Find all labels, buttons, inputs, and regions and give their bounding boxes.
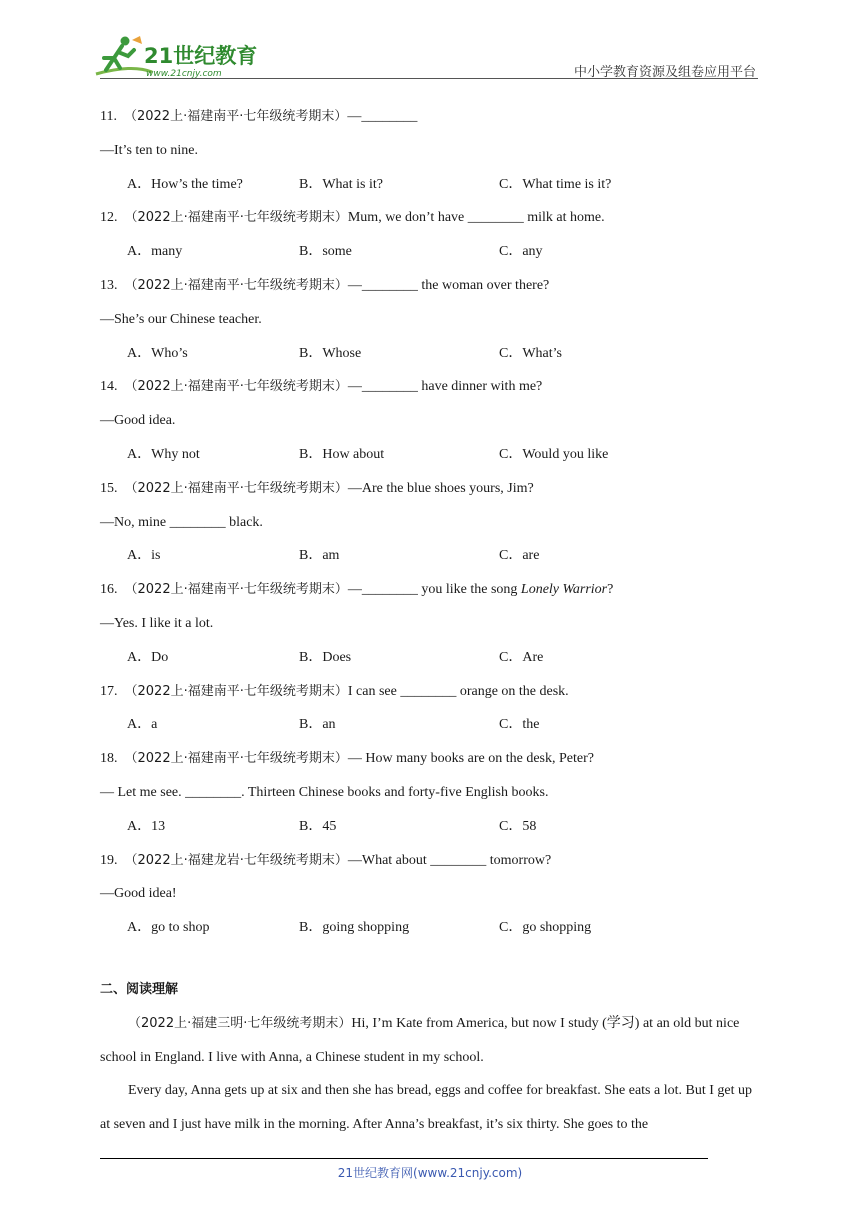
option-a: A．Why not bbox=[127, 446, 200, 462]
answer-options bbox=[100, 438, 764, 472]
question-item bbox=[100, 844, 764, 945]
question-number: 11. bbox=[100, 109, 117, 124]
option-b: B．an bbox=[299, 717, 336, 733]
site-logo bbox=[92, 34, 262, 82]
question-response-line: —Good idea. bbox=[100, 413, 176, 429]
option-b: B．How about bbox=[299, 446, 385, 462]
question-text: —________ bbox=[347, 109, 418, 124]
option-a: A．How’s the time? bbox=[127, 176, 243, 192]
reading-paragraph-1 bbox=[100, 1007, 764, 1075]
option-c: C．58 bbox=[499, 818, 537, 834]
option-b: B．Does bbox=[299, 649, 352, 665]
answer-options bbox=[100, 810, 764, 844]
answer-options bbox=[100, 708, 764, 742]
reading-text-1: Hi, I’m Kate from America, but now I study (学习) at an old but nice school in England. I live with Anna, a Chinese student in my school. bbox=[100, 1015, 740, 1065]
answer-options bbox=[100, 641, 764, 675]
logo-url: www.21cnjy.com bbox=[146, 69, 222, 79]
question-source: （2022上·福建南平·七年级统考期末） bbox=[124, 210, 348, 226]
question-item bbox=[100, 100, 764, 201]
question-item bbox=[100, 472, 764, 573]
option-c: C．What time is it? bbox=[499, 176, 612, 192]
question-response-line: —It’s ten to nine. bbox=[100, 142, 198, 158]
question-stem bbox=[100, 370, 764, 404]
question-text: —Are the blue shoes yours, Jim? bbox=[347, 480, 534, 496]
option-a: A．is bbox=[127, 548, 161, 564]
question-stem bbox=[100, 100, 764, 134]
option-b: B．am bbox=[299, 548, 340, 564]
question-response-line: —She’s our Chinese teacher. bbox=[100, 311, 262, 327]
question-stem bbox=[100, 269, 764, 303]
question-number: 18. bbox=[100, 751, 118, 767]
question-text: Mum, we don’t have ________ milk at home. bbox=[347, 210, 605, 226]
question-number: 13. bbox=[100, 277, 118, 293]
option-c: C．are bbox=[499, 548, 540, 564]
option-a: A．many bbox=[127, 244, 183, 260]
option-a: A．a bbox=[127, 717, 158, 733]
question-response-line: —Good idea! bbox=[100, 886, 177, 902]
question-stem bbox=[100, 472, 764, 506]
option-c: C．Are bbox=[499, 649, 544, 665]
reading-paragraph-2: Every day, Anna gets up at six and then she has bread, eggs and coffee for breakfast. She eats a lot. But I get up at seven and I just have milk in the morning. After Anna’s breakfast, it’s six thirty. She goes to the bbox=[100, 1083, 752, 1133]
question-source: （2022上·福建龙岩·七年级统考期末） bbox=[124, 852, 348, 868]
question-item bbox=[100, 201, 764, 269]
question-source: （2022上·福建南平·七年级统考期末） bbox=[124, 751, 348, 767]
answer-options bbox=[100, 911, 764, 945]
logo-text: 21世纪教育 bbox=[144, 44, 258, 68]
section-title: 二、阅读理解 bbox=[100, 981, 179, 997]
question-item bbox=[100, 370, 764, 471]
option-b: B．What is it? bbox=[299, 176, 383, 192]
question-number: 16. bbox=[100, 582, 118, 598]
question-text-end: ? bbox=[607, 582, 614, 598]
option-c: C．any bbox=[499, 244, 543, 260]
footer-divider bbox=[100, 1158, 708, 1159]
question-text: I can see ________ orange on the desk. bbox=[347, 683, 569, 699]
answer-options bbox=[100, 235, 764, 269]
question-stem bbox=[100, 742, 764, 776]
question-item bbox=[100, 742, 764, 843]
option-b: B．Whose bbox=[299, 345, 362, 361]
question-source: （2022上·福建南平·七年级统考期末） bbox=[124, 683, 348, 699]
option-a: A．Do bbox=[127, 649, 169, 665]
question-item bbox=[100, 675, 764, 743]
question-item bbox=[100, 573, 764, 674]
question-list bbox=[100, 100, 764, 1142]
question-stem bbox=[100, 844, 764, 878]
question-source: （2022上·福建南平·七年级统考期末） bbox=[124, 480, 348, 496]
question-text: —________ the woman over there? bbox=[347, 277, 550, 293]
header-divider bbox=[100, 78, 758, 79]
option-c: C．What’s bbox=[499, 345, 562, 361]
question-source: （2022上·福建南平·七年级统考期末） bbox=[123, 109, 348, 124]
question-response-line: —No, mine ________ black. bbox=[100, 514, 263, 530]
option-c: C．Would you like bbox=[499, 446, 609, 462]
header-platform-text: 中小学教育资源及组卷应用平台 bbox=[573, 65, 756, 80]
answer-options bbox=[100, 539, 764, 573]
question-response-line: —Yes. I like it a lot. bbox=[100, 615, 214, 631]
option-b: B．going shopping bbox=[299, 920, 410, 936]
question-item bbox=[100, 269, 764, 370]
question-text: —________ you like the song bbox=[347, 582, 521, 598]
reading-source: （2022上·福建三明·七年级统考期末） bbox=[128, 1015, 352, 1031]
question-number: 12. bbox=[100, 210, 118, 226]
question-number: 19. bbox=[100, 852, 118, 868]
option-b: B．45 bbox=[299, 818, 337, 834]
question-number: 15. bbox=[100, 480, 118, 496]
option-c: C．go shopping bbox=[499, 920, 592, 936]
question-stem bbox=[100, 675, 764, 709]
option-b: B．some bbox=[299, 244, 352, 260]
question-text: —What about ________ tomorrow? bbox=[347, 852, 552, 868]
question-number: 14. bbox=[100, 379, 118, 395]
answer-options bbox=[100, 168, 764, 202]
question-stem bbox=[100, 573, 764, 607]
option-a: A．13 bbox=[127, 818, 166, 834]
footer-text: 21世纪教育网(www.21cnjy.com) bbox=[337, 1166, 523, 1180]
question-number: 17. bbox=[100, 683, 118, 699]
song-title: Lonely Warrior bbox=[520, 582, 608, 598]
question-source: （2022上·福建南平·七年级统考期末） bbox=[124, 277, 348, 293]
option-c: C．the bbox=[499, 717, 540, 733]
answer-options bbox=[100, 337, 764, 371]
option-a: A．Who’s bbox=[127, 345, 188, 361]
question-stem bbox=[100, 201, 764, 235]
question-response-line: — Let me see. ________. Thirteen Chinese books and forty-five English books. bbox=[100, 784, 549, 800]
question-source: （2022上·福建南平·七年级统考期末） bbox=[124, 379, 348, 395]
page-header bbox=[0, 0, 860, 90]
question-source: （2022上·福建南平·七年级统考期末） bbox=[124, 582, 348, 598]
question-text: —________ have dinner with me? bbox=[347, 379, 543, 395]
option-a: A．go to shop bbox=[127, 920, 210, 936]
question-text: — How many books are on the desk, Peter? bbox=[347, 751, 594, 767]
